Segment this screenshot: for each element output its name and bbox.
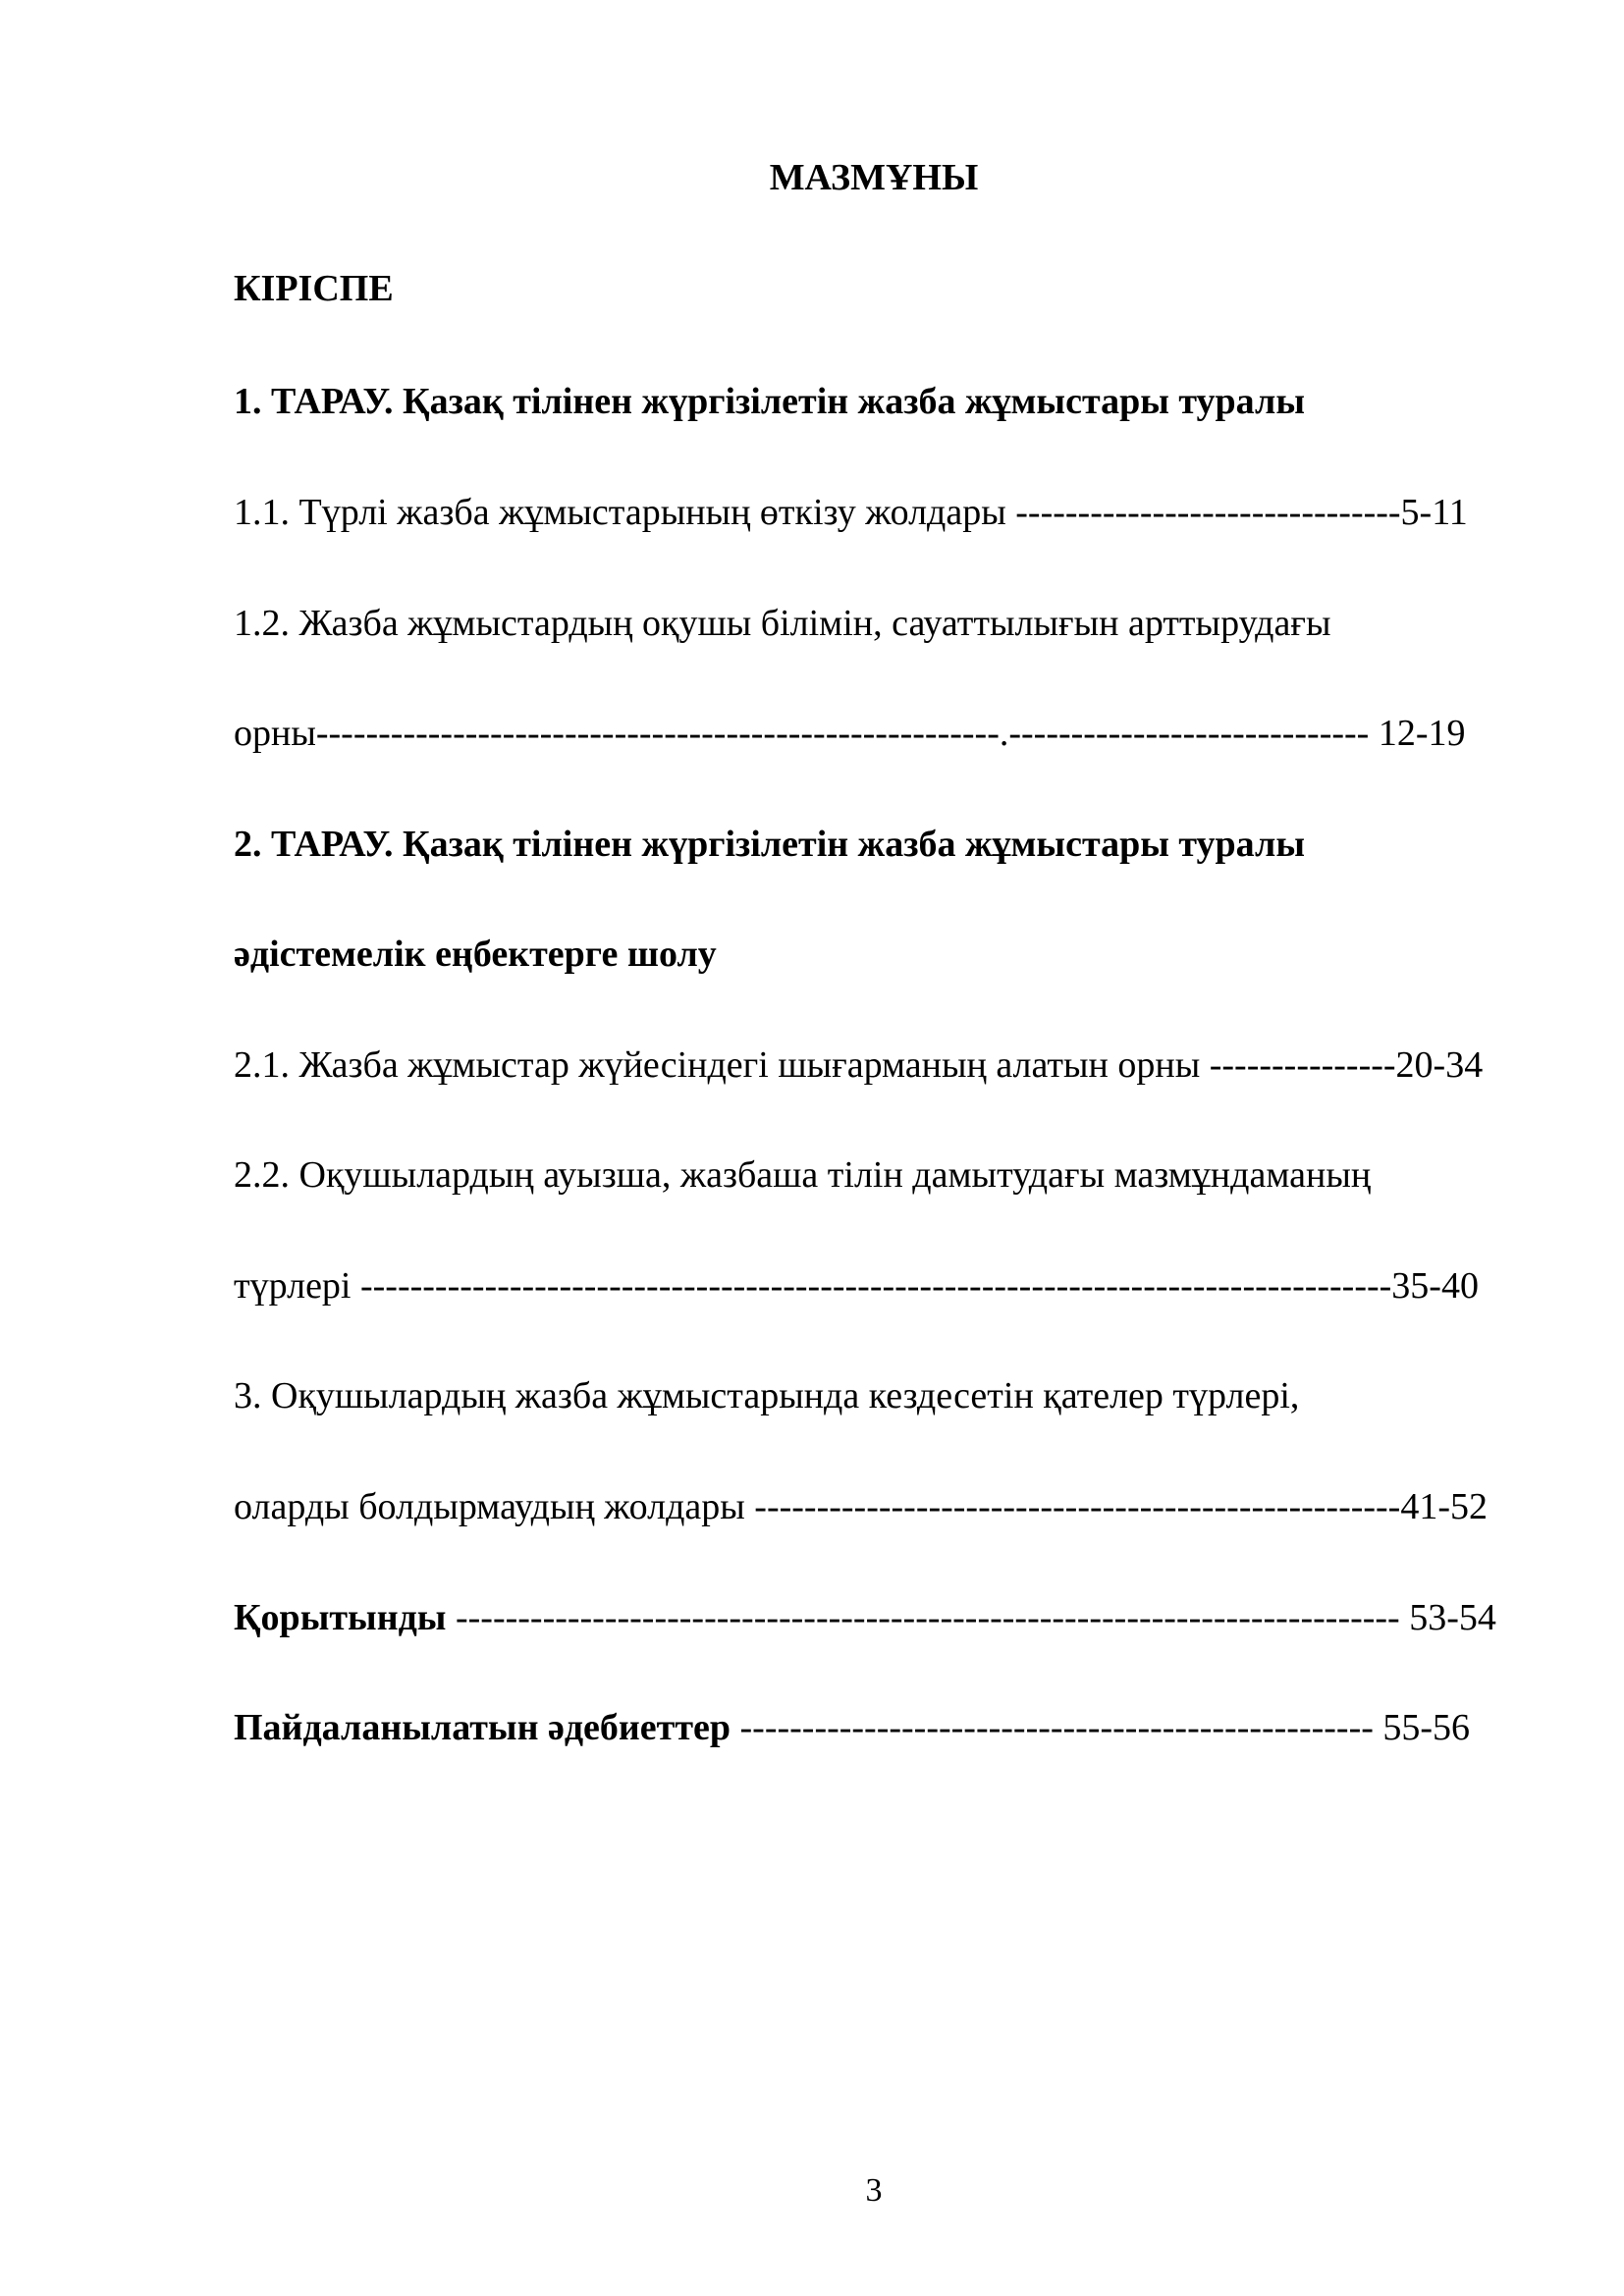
toc-conclusion-leader: ---------------------------------------------------------------------------- 53-54 xyxy=(446,1597,1496,1638)
toc-section-3-line-1: 3. Оқушылардың жазба жұмыстарында кездесетін қателер түрлері, xyxy=(234,1375,1300,1416)
toc-section-1-2-line-2: орны-------------------------------------------------------.----------------------------- 12-19 xyxy=(234,713,1466,754)
toc-section-3-line-2: оларды болдырмаудың жолдары ----------------------------------------------------41-52 xyxy=(234,1486,1488,1527)
toc-section-1-2-line-1: 1.2. Жазба жұмыстардың оқушы білімін, сауаттылығын арттырудағы xyxy=(234,603,1331,644)
toc-conclusion xyxy=(234,1594,1496,1641)
toc-title: МАЗМҰНЫ xyxy=(769,157,979,198)
toc-conclusion-label: Қорытынды xyxy=(234,1597,447,1638)
toc-references-label: Пайдаланылатын әдебиеттер xyxy=(234,1707,731,1748)
page-number: 3 xyxy=(865,2172,883,2209)
toc-references-leader: --------------------------------------------------- 55-56 xyxy=(731,1707,1471,1748)
toc-section-1-1: 1.1. Түрлі жазба жұмыстарының өткізу жолдары -------------------------------5-11 xyxy=(234,492,1468,533)
toc-section-2-2-line-2: түрлері -----------------------------------------------------------------------------------35-40 xyxy=(234,1265,1479,1307)
toc-chapter-2-title-line-1: 2. ТАРАУ. Қазақ тілінен жүргізілетін жазба жұмыстары туралы xyxy=(234,824,1305,865)
toc-chapter-2-title-line-2: әдістемелік еңбектерге шолу xyxy=(234,934,717,975)
toc-section-2-1: 2.1. Жазба жұмыстар жүйесіндегі шығарманың алатын орны ---------------20-34 xyxy=(234,1044,1484,1086)
toc-chapter-1-title: 1. ТАРАУ. Қазақ тілінен жүргізілетін жазба жұмыстары туралы xyxy=(234,381,1305,422)
toc-section-2-2-line-1: 2.2. Оқушылардың ауызша, жазбаша тілін дамытудағы мазмұндаманың xyxy=(234,1154,1372,1196)
toc-intro: КІРІСПЕ xyxy=(234,268,394,309)
toc-references xyxy=(234,1704,1470,1751)
